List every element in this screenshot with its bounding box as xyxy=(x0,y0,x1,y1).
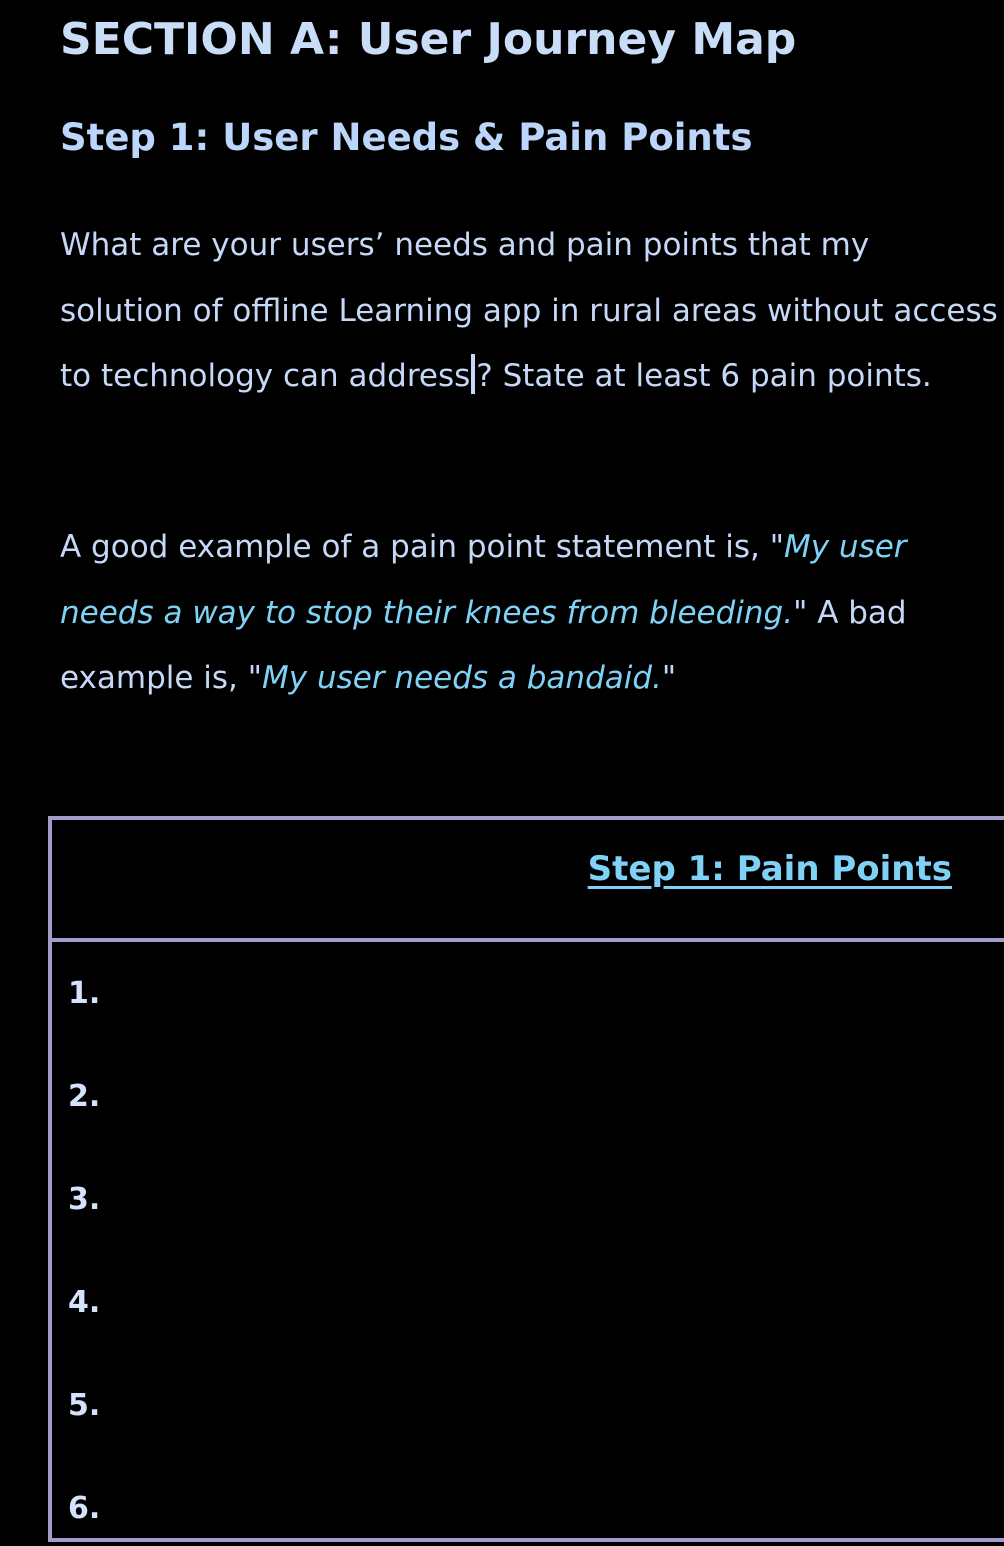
section-title: SECTION A: User Journey Map xyxy=(60,14,797,65)
pain-points-table-header xyxy=(52,820,1004,942)
pain-points-table xyxy=(48,816,1004,1542)
step-title: Step 1: User Needs & Pain Points xyxy=(60,116,753,159)
pain-points-table-title: Step 1: Pain Points xyxy=(587,849,952,889)
pain-point-number: 6. xyxy=(68,1491,101,1526)
pain-point-number: 4. xyxy=(68,1285,101,1320)
bad-example: My user needs a bandaid. xyxy=(262,660,662,696)
example-end: " xyxy=(661,660,677,696)
example-intro: A good example of a pain point statement is, " xyxy=(60,529,784,565)
good-example: My user needs a way to stop their knees from bleeding. xyxy=(60,529,907,631)
example-middle: " A bad example is, " xyxy=(60,594,907,696)
text-cursor xyxy=(471,354,475,394)
question-text-part: ? State at least 6 pain points. xyxy=(476,358,932,394)
example-text xyxy=(60,515,1000,712)
question-text-part: What are your users’ needs and pain points that my solution of offline Learning app in rural areas without access to technology can address xyxy=(60,227,998,394)
question-text xyxy=(60,213,1000,410)
pain-point-number: 2. xyxy=(68,1079,101,1114)
pain-point-number: 3. xyxy=(68,1182,101,1217)
pain-point-number: 1. xyxy=(68,976,101,1011)
pain-point-number: 5. xyxy=(68,1388,101,1423)
